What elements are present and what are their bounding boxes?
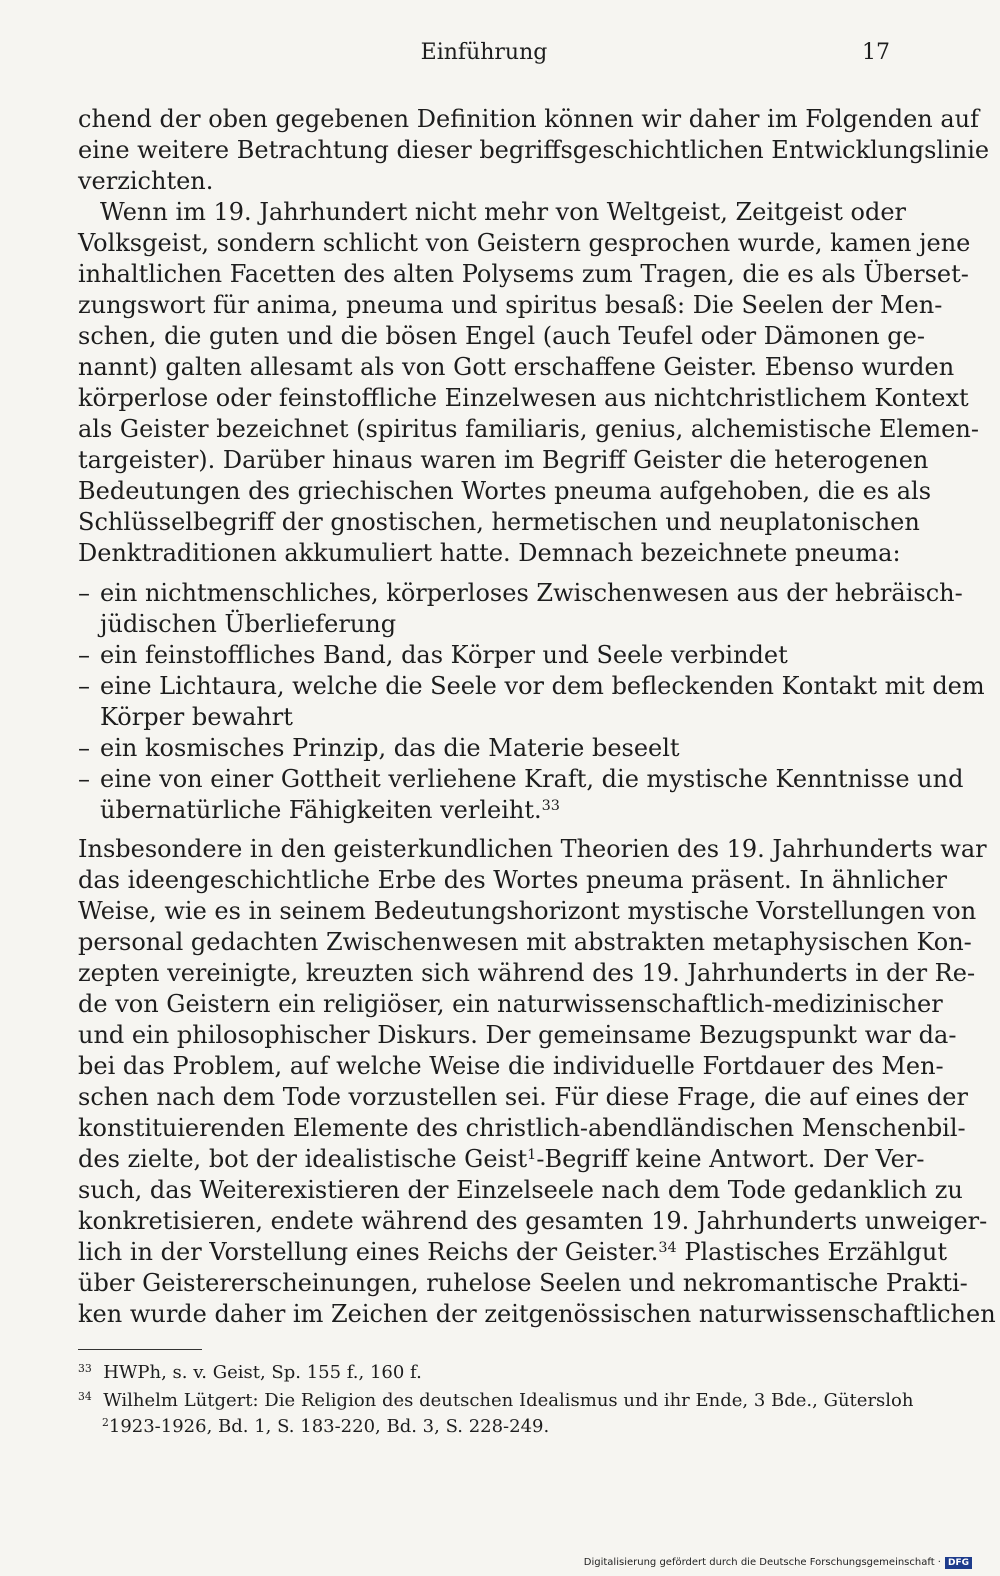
text-line: über Geistererscheinungen, ruhelose Seelen und nekromantische Prakti- xyxy=(78,1269,968,1297)
text-line: konstituierenden Elemente des christlich-abendländischen Menschenbil- xyxy=(78,1114,966,1142)
text-line: Volksgeist, sondern schlicht von Geistern gesprochen wurde, kamen jene xyxy=(78,229,971,257)
text-line: personal gedachten Zwischenwesen mit abstrakten metaphysischen Kon- xyxy=(78,928,972,956)
text-line: nannt) galten allesamt als von Gott erschaffene Geister. Ebenso wurden xyxy=(78,353,955,381)
footnote-number: 33 xyxy=(78,1362,92,1376)
superscript: 1 xyxy=(527,1147,537,1164)
text-line: such, das Weiterexistieren der Einzelseele nach dem Tode gedanklich zu xyxy=(78,1176,963,1204)
edition-superscript: 2 xyxy=(102,1416,109,1430)
footnote-number: 34 xyxy=(78,1390,92,1404)
list-item: – ein feinstoffliches Band, das Körper und Seele verbindet xyxy=(78,641,788,669)
footnote-ref[interactable]: 34 xyxy=(658,1240,677,1257)
text-line: und ein philosophischer Diskurs. Der gemeinsame Bezugspunkt war da- xyxy=(78,1021,957,1049)
list-item: – eine Lichtaura, welche die Seele vor dem befleckenden Kontakt mit dem xyxy=(78,672,985,700)
credit-text: Digitalisierung gefördert durch die Deutsche Forschungsgemeinschaft · xyxy=(583,1557,941,1568)
text-line: Wenn im 19. Jahrhundert nicht mehr von Weltgeist, Zeitgeist oder xyxy=(100,198,906,226)
text-line: Insbesondere in den geisterkundlichen Theorien des 19. Jahrhunderts war xyxy=(78,835,987,863)
digitization-credit xyxy=(584,1556,972,1570)
text-line: des zielte, bot der idealistische Geist$^1$-Begriff keine Antwort. Der Ver- xyxy=(78,1145,925,1173)
footnote-continuation: $^2$1923-1926, Bd. 1, S. 183-220, Bd. 3, S. 228-249. xyxy=(102,1416,550,1437)
footnote: $^{34}$ Wilhelm Lütgert: Die Religion des deutschen Idealismus und ihr Ende, 3 Bde., Gütersloh xyxy=(78,1390,914,1411)
list-item-continuation: Körper bewahrt xyxy=(100,703,293,731)
dfg-logo: DFG xyxy=(945,1557,972,1569)
text-line: körperlose oder feinstoffliche Einzelwesen aus nichtchristlichem Kontext xyxy=(78,384,969,412)
text-line: de von Geistern ein religiöser, ein naturwissenschaftlich-medizinischer xyxy=(78,990,943,1018)
text-line: ken wurde daher im Zeichen der zeitgenössischen naturwissenschaftlichen xyxy=(78,1300,996,1328)
list-item: – eine von einer Gottheit verliehene Kraft, die mystische Kenntnisse und xyxy=(78,765,964,793)
text-line: konkretisieren, endete während des gesamten 19. Jahrhunderts unweiger- xyxy=(78,1207,988,1235)
text-line: verzichten. xyxy=(78,167,214,195)
footnote: $^{33}$ HWPh, s. v. Geist, Sp. 155 f., 160 f. xyxy=(78,1362,422,1383)
page-number: 17 xyxy=(862,40,890,65)
text-line: Bedeutungen des griechischen Wortes pneuma aufgehoben, die es als xyxy=(78,477,932,505)
text-line: targeister). Darüber hinaus waren im Begriff Geister die heterogenen xyxy=(78,446,929,474)
text-line: Weise, wie es in seinem Bedeutungshorizont mystische Vorstellungen von xyxy=(78,897,977,925)
text-line: als Geister bezeichnet (spiritus familiaris, genius, alchemistische Elemen- xyxy=(78,415,979,443)
list-item: – ein nichtmenschliches, körperloses Zwischenwesen aus der hebräisch- xyxy=(78,579,963,607)
text-line: zepten vereinigte, kreuzten sich während des 19. Jahrhunderts in der Re- xyxy=(78,959,976,987)
list-item-continuation: jüdischen Überlieferung xyxy=(100,610,397,638)
text-line: inhaltlichen Facetten des alten Polysems zum Tragen, die es als Überset- xyxy=(78,260,969,288)
text-line: das ideengeschichtliche Erbe des Wortes pneuma präsent. In ähnlicher xyxy=(78,866,947,894)
text-line: schen nach dem Tode vorzustellen sei. Für diese Frage, die auf eines der xyxy=(78,1083,968,1111)
footnote-separator xyxy=(78,1349,202,1350)
list-item: – ein kosmisches Prinzip, das die Materie beseelt xyxy=(78,734,680,762)
page-header xyxy=(78,38,890,68)
text-line: zungswort für anima, pneuma und spiritus besaß: Die Seelen der Men- xyxy=(78,291,943,319)
text-line: eine weitere Betrachtung dieser begriffsgeschichtlichen Entwicklungslinie xyxy=(78,136,990,164)
text-line: schen, die guten und die bösen Engel (auch Teufel oder Dämonen ge- xyxy=(78,322,925,350)
text-line: Schlüsselbegriff der gnostischen, hermetischen und neuplatonischen xyxy=(78,508,920,536)
text-line: bei das Problem, auf welche Weise die individuelle Fortdauer des Men- xyxy=(78,1052,944,1080)
running-title: Einführung xyxy=(420,40,548,65)
text-line: lich in der Vorstellung eines Reichs der Geister.$^{34}$ Plastisches Erzählgut xyxy=(78,1238,948,1266)
footnote-ref[interactable]: 33 xyxy=(541,798,560,815)
list-item-continuation: übernatürliche Fähigkeiten verleiht.$^{33}$ xyxy=(100,796,560,824)
text-line: Denktraditionen akkumuliert hatte. Demnach bezeichnete pneuma: xyxy=(78,539,901,567)
text-line: chend der oben gegebenen Definition können wir daher im Folgenden auf xyxy=(78,105,980,133)
